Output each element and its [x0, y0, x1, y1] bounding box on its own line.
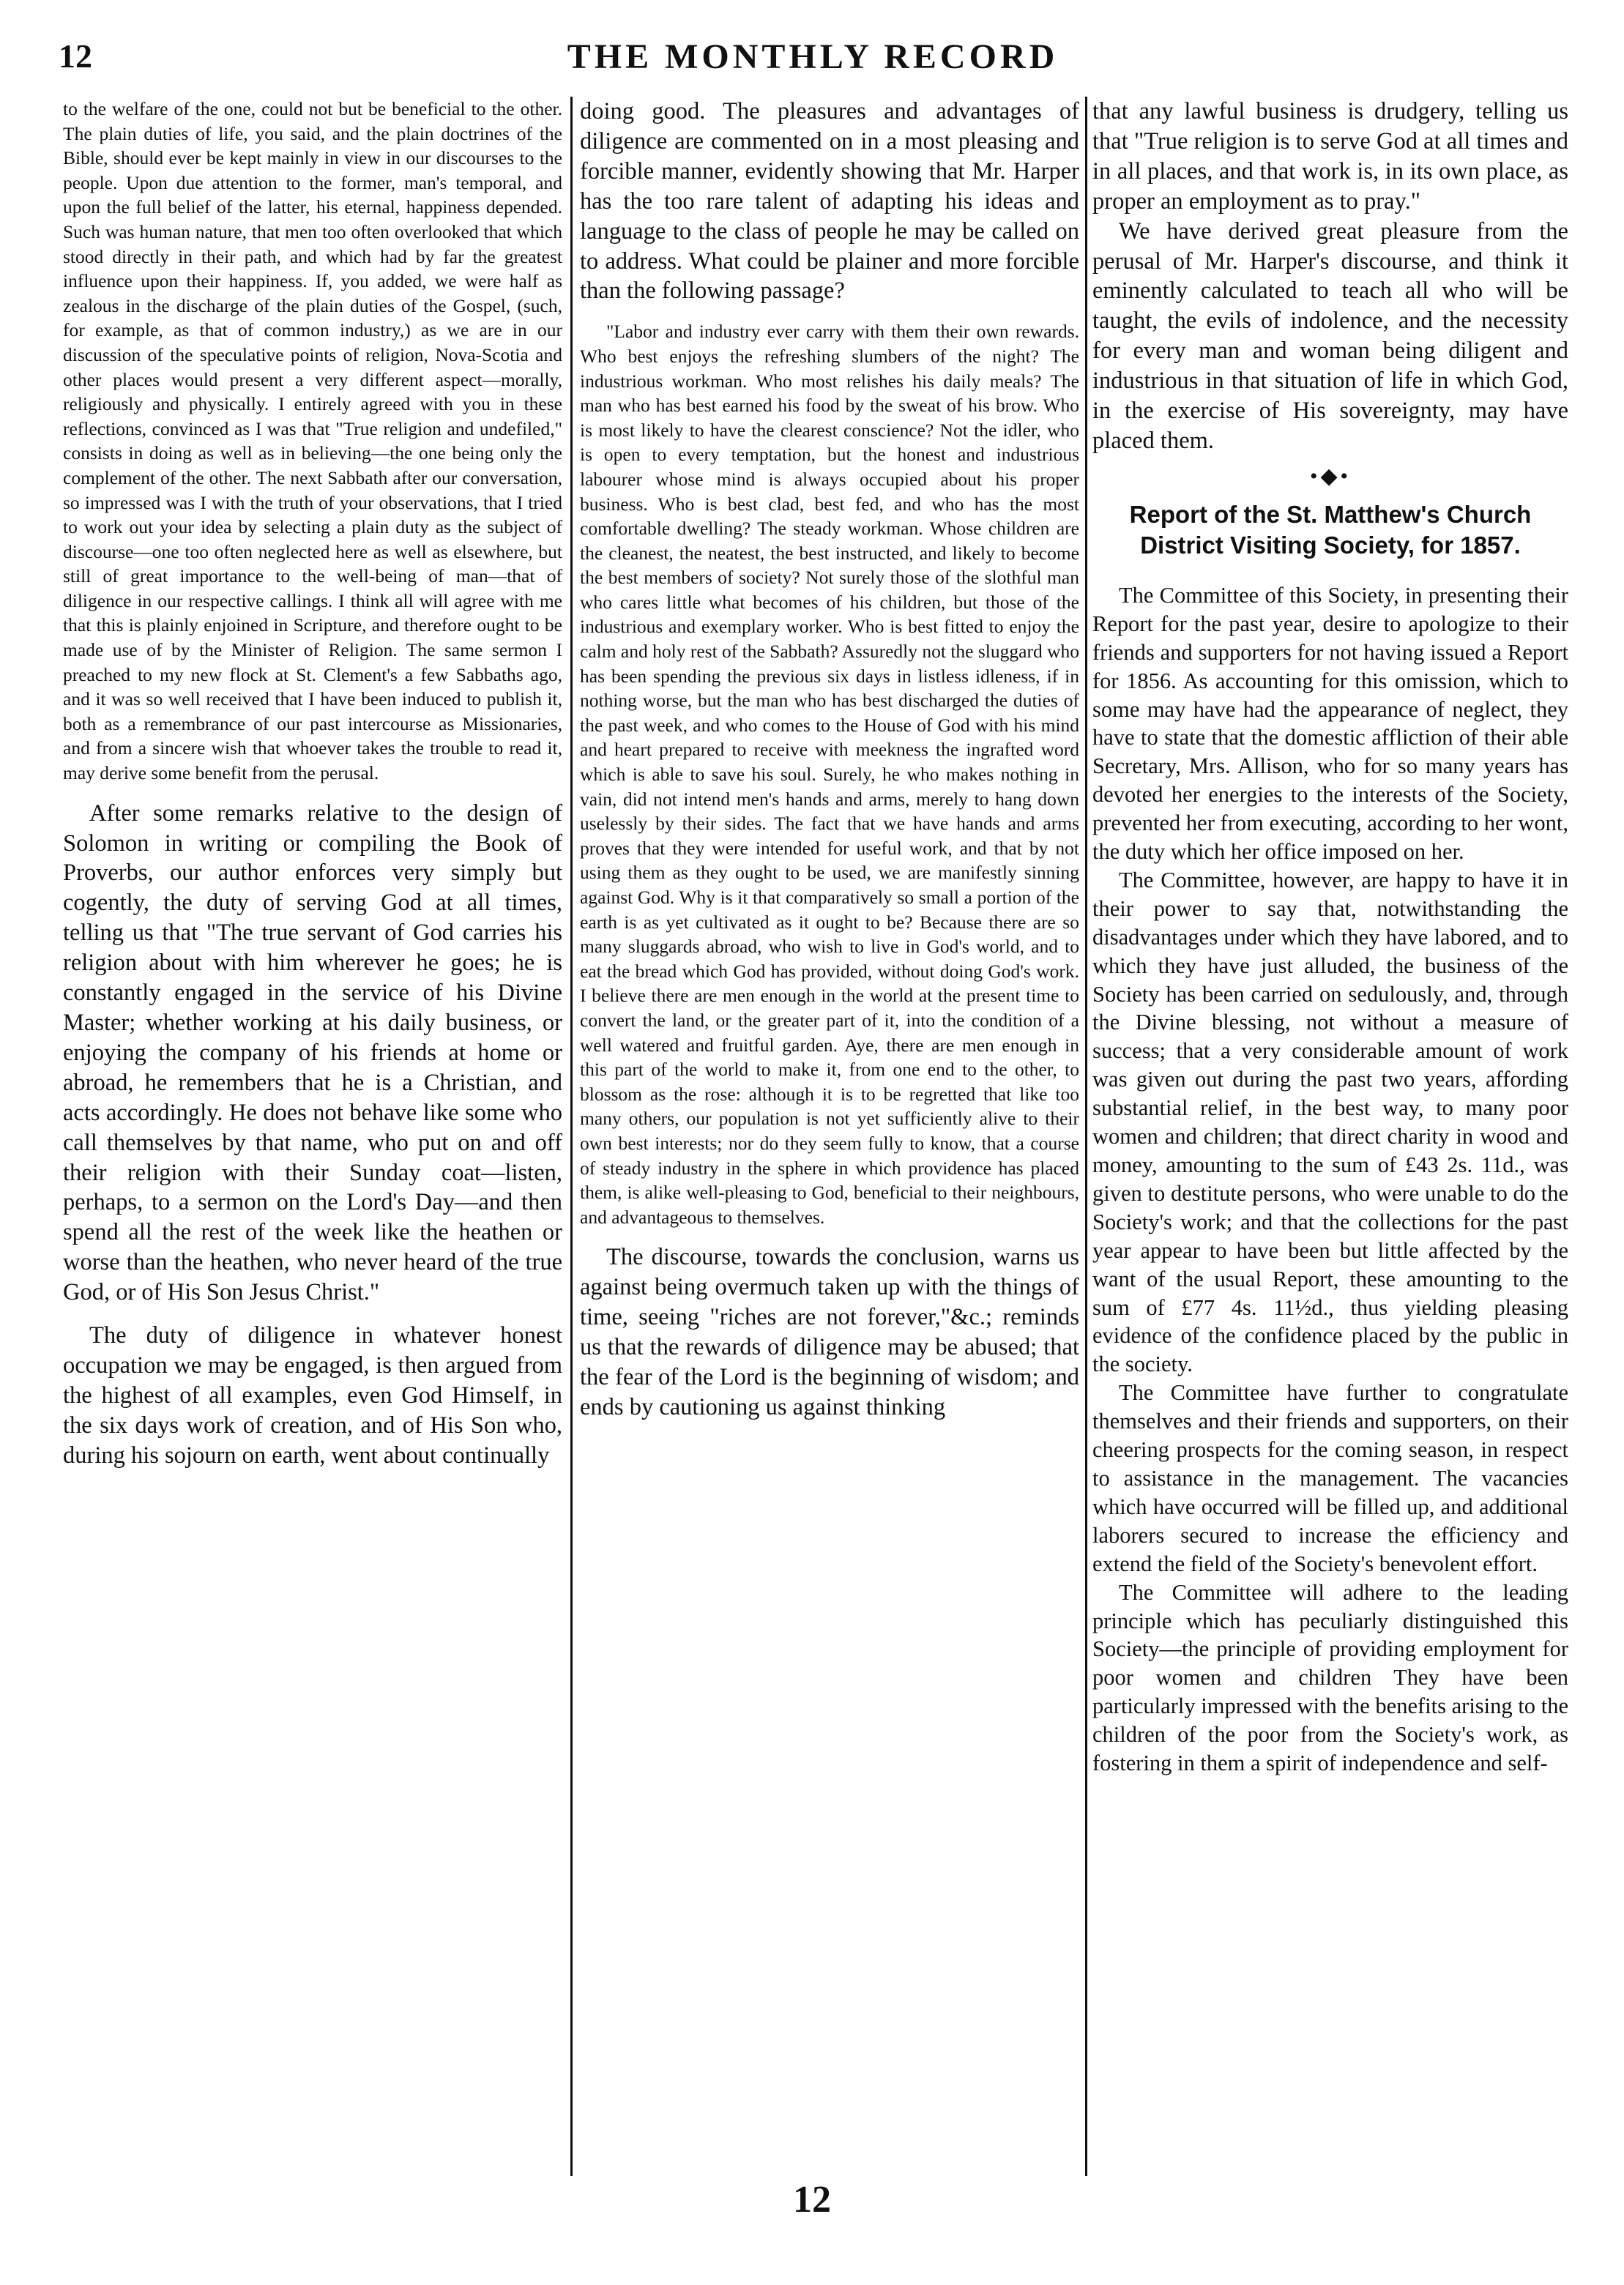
- letter-paragraph: to the welfare of the one, could not but be beneficial to the other. The plain duties of life, you said, and the plain doctrines of the Bible, should ever be kept mainly in view in our discourses to the people. Upon due attention to the former, man's temporal, and upon the full belief of the latter, his eternal, happiness depended. Such was human nature, that men too often overlooked that which stood directly in their path, and which had by far the greatest influence upon their happiness. If, you added, we were half as zealous in the discharge of the plain duties of the Gospel, (such, for example, as that of common industry,) as we are in our discussion of the speculative points of religion, Nova-Scotia and other places would present a very different aspect—morally, religiously and physically. I entirely agreed with you in these reflections, convinced as I was that "True religion and undefiled," consists in doing as well as in believing—the one being only the complement of the other. The next Sabbath after our conversation, so impressed was I with the truth of your observations, that I tried to work out your idea by selecting a plain duty as the subject of discourse—one too often neglected here as well as elsewhere, but still of great importance to the well-being of man—that of diligence in our respective callings. I think all will agree with me that this is plainly enjoined in Scripture, and therefore ought to be made use of by the Minister of Religion. The same sermon I preached to my new flock at St. Clement's a few Sabbaths ago, and it was so well received that I have been induced to publish it, both as a remembrance of our past intercourse as Missionaries, and from a sincere wish that whoever takes the trouble to read it, may derive some benefit from the perusal.: [63, 98, 562, 784]
- review-paragraph-continued: doing good. The pleasures and advantages of diligence are commented on in a most pleasing and forcible manner, evidently showing that Mr. Harper has the too rare talent of adapting his ideas and language to the class of people he may be called on to address. What could be plainer and more forcible than the following passage?: [580, 98, 1079, 305]
- report-paragraph-apology: The Committee of this Society, in presenting their Report for the past year, desire to apologize to their friends and supporters for not having issued a Report for 1856. As accounting for this omission, which to some may have had the appearance of neglect, they have to state that the domestic affliction of their able Secretary, Mrs. Allison, who for so many years has devoted her energies to the interests of the Society, prevented her from executing, according to her wont, the duty which her office imposed on her.: [1092, 582, 1568, 865]
- column-1: [63, 97, 562, 2169]
- masthead-title: THE MONTHLY RECORD: [567, 37, 1059, 76]
- report-paragraph-success: The Committee, however, are happy to have it in their power to say that, notwithstanding the disadvantages under which they have labored, and to which they have just alluded, the business of the Society has been carried on sedulously, and, through the Divine blessing, not without a measure of success; that a very considerable amount of work was given out during the past two years, affording substantial relief, in the best way, to many poor women and children; that direct charity in wood and money, amounting to the sum of £43 2s. 11d., was given to destitute persons, who were unable to do the Society's work; and that the collections for the past year appear to have been but little affected by the want of the usual Report, these amounting to the sum of £77 4s. 11½d., thus yielding pleasing evidence of the confidence placed by the public in the society.: [1092, 867, 1568, 1377]
- review-paragraph-ending: that any lawful business is drudgery, telling us that "True religion is to serve God at all times and in all places, and that work is, in its own place, as proper an employment as to pray.": [1092, 98, 1568, 215]
- report-paragraph-prospects: The Committee have further to congratulate themselves and their friends and supporters, on their cheering prospects for the coming season, in respect to assistance in the management. The vacancies which have occurred will be filled up, and additional laborers secured to increase the efficiency and extend the field of the Society's benevolent effort.: [1092, 1380, 1568, 1576]
- column-rule-right: [1085, 97, 1087, 2176]
- review-paragraph-conclusion: The discourse, towards the conclusion, warns us against being overmuch taken up with the things of time, seeing "riches are not forever,"&c.; reminds us that the rewards of diligence may be abused; that the fear of the Lord is the beginning of wisdom; and ends by cautioning us against thinking: [580, 1244, 1079, 1420]
- section-divider-ornament: •◆•: [1309, 463, 1352, 488]
- report-heading: Report of the St. Matthew's Church District Visiting Society, for 1857.: [1129, 500, 1532, 559]
- review-paragraph-proverbs: After some remarks relative to the design of Solomon in writing or compiling the Book of Proverbs, our author enforces very simply but cogently, the duty of serving God at all times, telling us that "The true servant of God carries his religion about with him wherever he goes; he is constantly engaged in the service of his Divine Master; whether working at his daily business, or enjoying the company of his friends at home or abroad, he remembers that he is a Christian, and acts accordingly. He does not behave like some who call themselves by that name, who put on and off their religion with their Sunday coat—listen, perhaps, to a sermon on the Lord's Day—and then spend all the rest of the week like the heathen or worse than the heathen, who never heard of the true God, or of His Son Jesus Christ.": [63, 799, 562, 1306]
- review-summary-paragraph: We have derived great pleasure from the perusal of Mr. Harper's discourse, and think it eminently calculated to teach all who will be taught, the evils of indolence, and the necessity for every man and woman being diligent and industrious in that situation of life in which God, in the exercise of His sovereignty, may have placed them.: [1092, 217, 1568, 454]
- review-paragraph-diligence: The duty of diligence in whatever honest occupation we may be engaged, is then argued from the highest of all examples, even God Himself, in the six days work of creation, and of His Son who, during his sojourn on earth, went about continually: [63, 1322, 562, 1469]
- report-paragraph-principle: The Committee will adhere to the leading principle which has peculiarly distinguished this Society—the principle of providing employment for poor women and children They have been particularly impressed with the benefits arising to the children of the poor from the Society's work, as fostering in them a spirit of independence and self-: [1092, 1579, 1568, 1776]
- column-2: [580, 97, 1079, 2169]
- page-number-top: 12: [59, 37, 92, 75]
- column-rule-left: [570, 97, 573, 2176]
- page-number-bottom: 12: [793, 2179, 831, 2221]
- quoted-passage: "Labor and industry ever carry with them their own rewards. Who best enjoys the refreshing slumbers of the night? The industrious workman. Who most relishes his daily meals? The man who has best earned his food by the sweat of his brow. Who is most likely to have the clearest conscience? Not the idler, who is open to every temptation, but the honest and industrious labourer whose mind is always occupied about his proper business. Who is best clad, best fed, and who has the most comfortable dwelling? The steady workman. Whose children are the cleanest, the neatest, the best instructed, and likely to become the best members of society? Not surely those of the slothful man who cares little what becomes of his children, but those of the industrious and exemplary worker. Who is best fitted to enjoy the calm and holy rest of the Sabbath? Assuredly not the sluggard who has been spending the previous six days in listless idleness, if in nothing worse, but the man who has best discharged the duties of the past week, and who comes to the House of God with his mind and heart prepared to receive with meekness the ingrafted word which is able to save his soul. Surely, he who makes nothing in vain, did not intend men's hands and arms, merely to hang down uselessly by their sides. The fact that we have hands and arms proves that they were intended for useful work, and that by not using them as they ought to be used, we are manifestly sinning against God. Why is it that comparatively so small a portion of the earth is as yet cultivated as it ought to be? Because there are so many sluggards abroad, who wish to live in God's world, and to eat the bread which God has provided, without doing God's work. I believe there are men enough in the world at the present time to convert the land, or the greater part of it, into the condition of a well watered and fruitful garden. Aye, there are men enough in this part of the world to make it, from one end to the other, to blossom as the rose: although it is to be regretted that like too many others, our population is not yet sufficiently alive to their own best interests; nor do they seem fully to know, that a course of steady industry in the sphere in which providence has placed them, is alike well-pleasing to God, beneficial to their neighbours, and advantageous to themselves.: [580, 321, 1079, 1228]
- page-header: [59, 37, 1567, 81]
- column-3: [1092, 97, 1568, 2169]
